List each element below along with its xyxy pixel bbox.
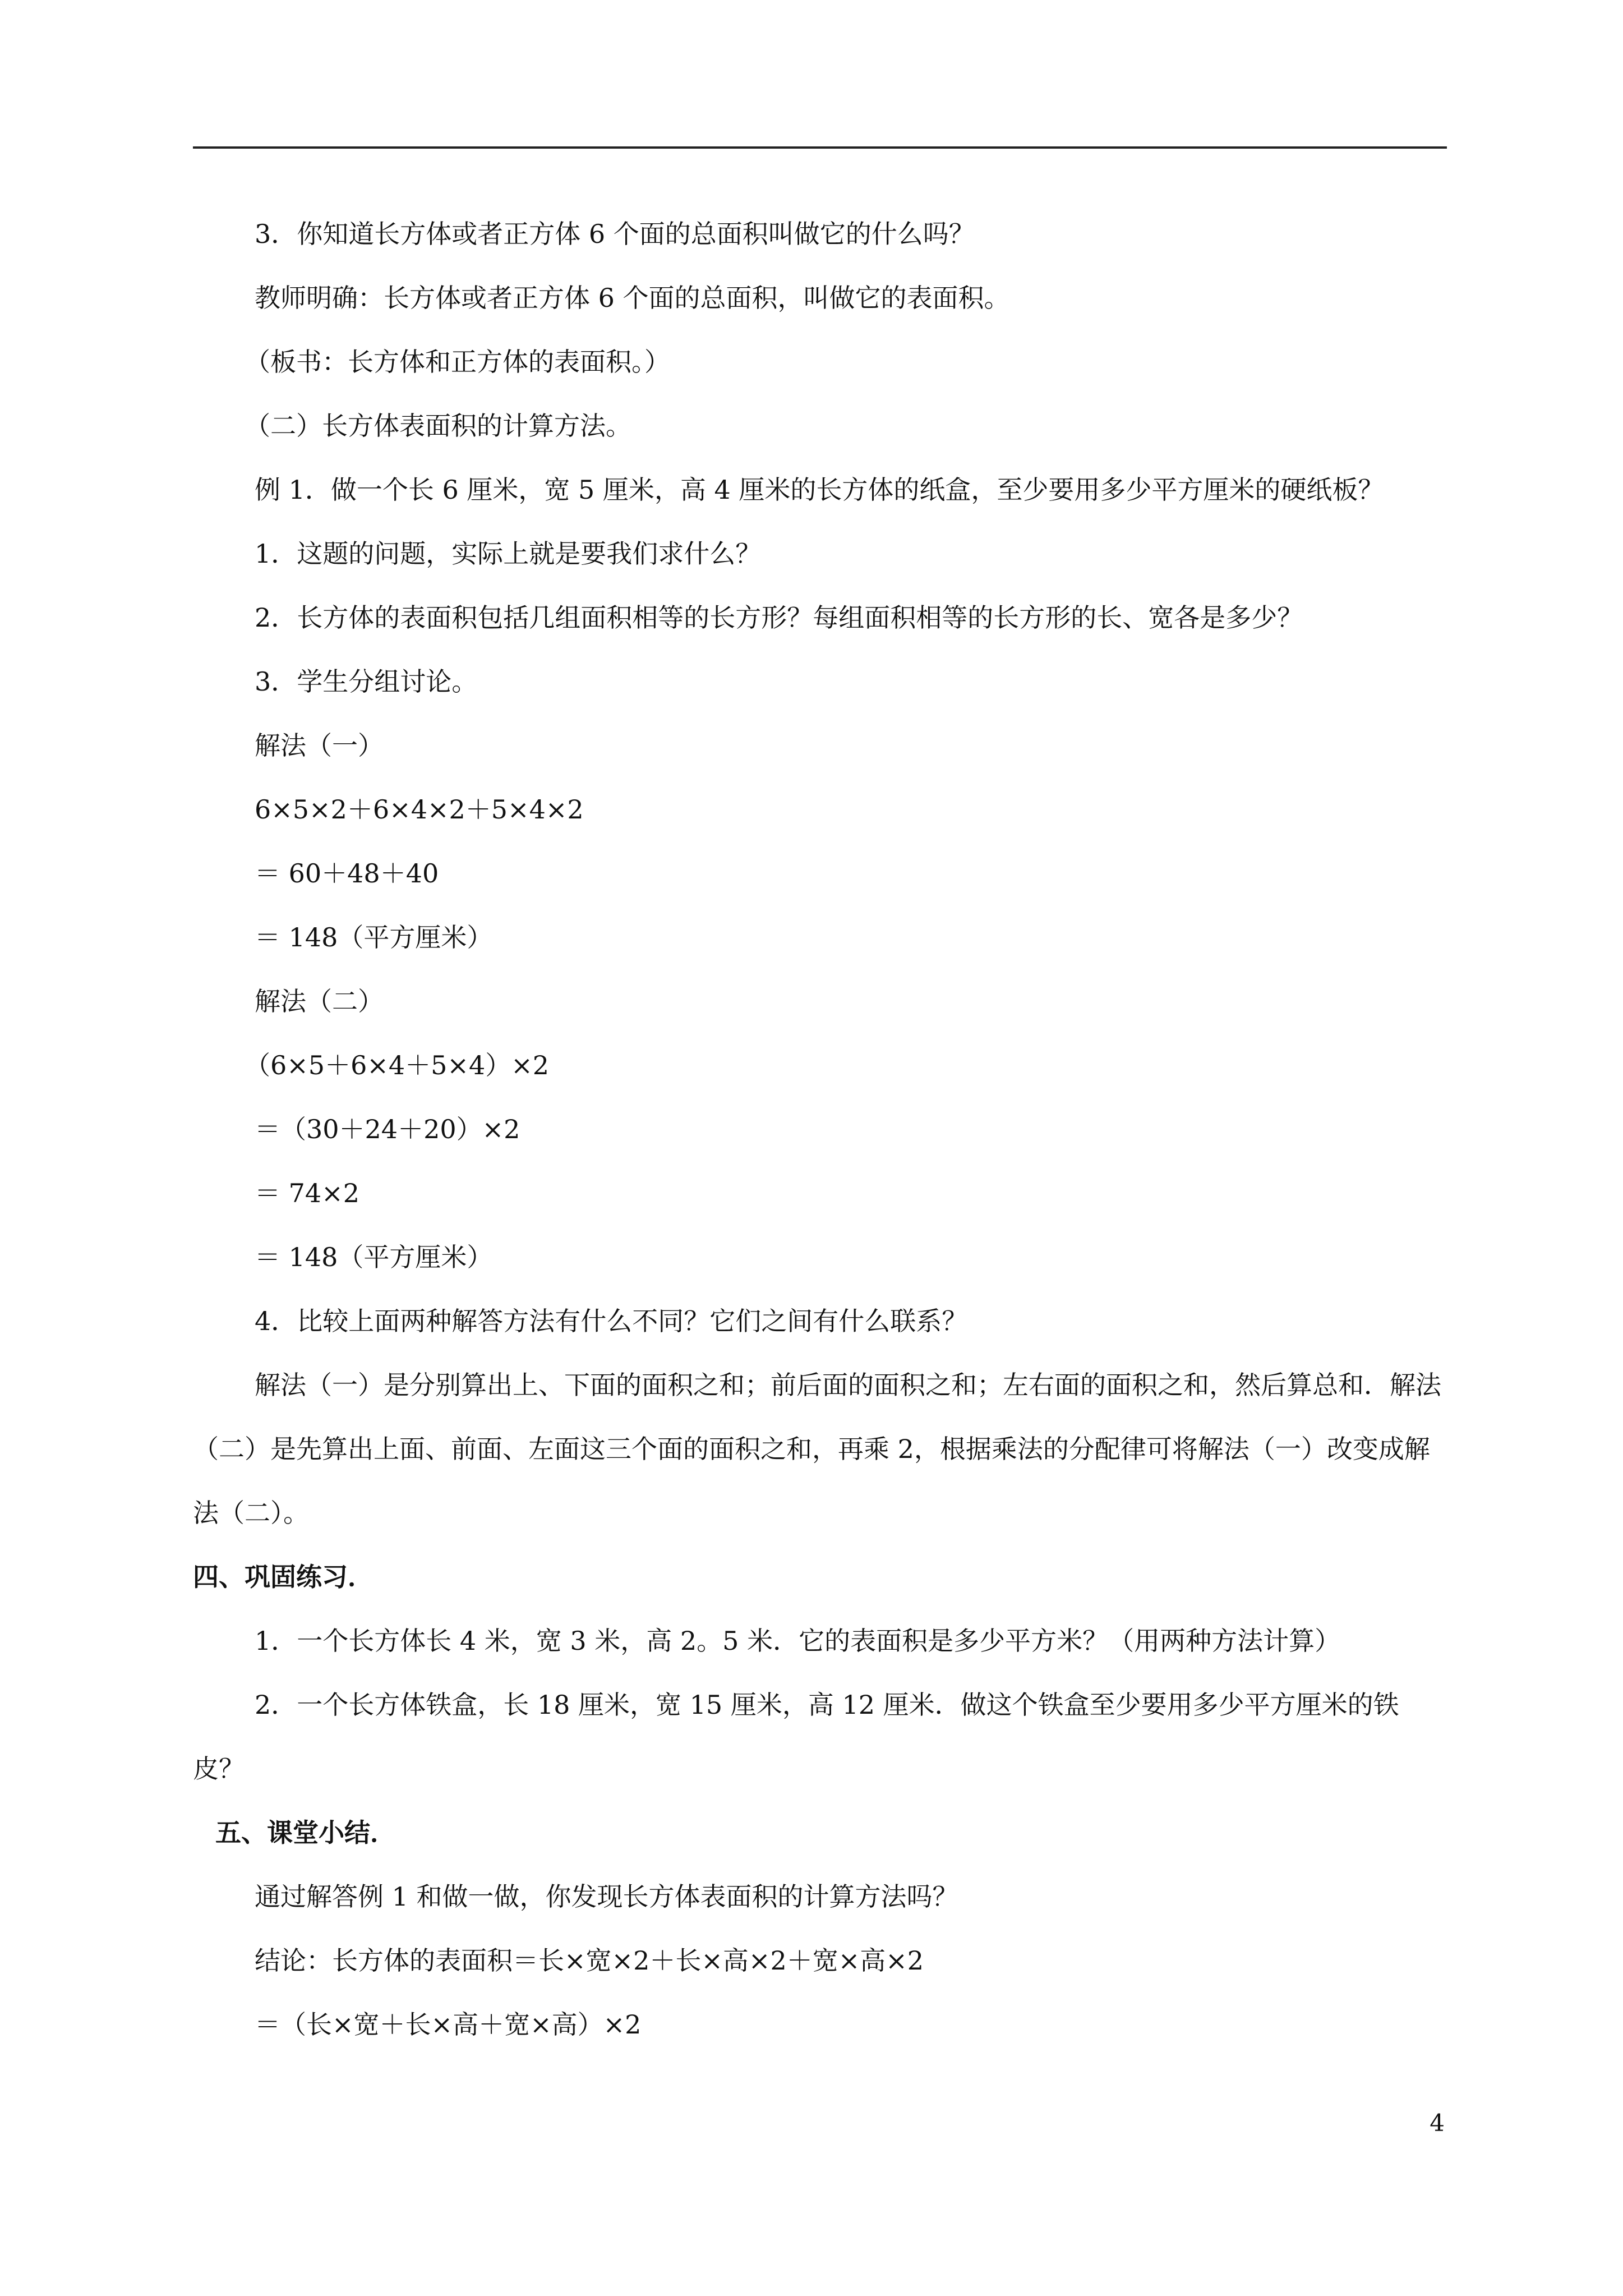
document-body [193,202,1447,2056]
comparison-explanation: 解法（一）是分别算出上、下面的面积之和；前后面的面积之和；左右面的面积之和，然后算总和．解法（二）是先算出上面、前面、左面这三个面的面积之和，再乘 2，根据乘法的分配律可将解法（一）改变成解法（二）。 [193,1370,1441,1528]
step-3: 3．学生分组讨论。 [255,666,478,697]
example-1: 例 1．做一个长 6 厘米，宽 5 厘米，高 4 厘米的长方体的纸盒，至少要用多少平方厘米的硬纸板？ [255,475,1384,505]
step-1: 1．这题的问题，实际上就是要我们求什么？ [255,539,762,569]
header-rule [193,146,1447,149]
page-number: 4 [1430,2109,1445,2137]
blackboard-note: （板书：长方体和正方体的表面积。） [245,347,670,377]
solution-1-expression: 6×5×2＋6×4×2＋5×4×2 [255,794,584,825]
solution-2-step-a: ＝（30＋24＋20）×2 [255,1114,520,1144]
solution-1-label: 解法（一） [255,730,384,761]
solution-2-label: 解法（二） [255,986,384,1016]
solution-2-expression: （6×5＋6×4＋5×4）×2 [245,1050,550,1080]
summary-question: 通过解答例 1 和做一做，你发现长方体表面积的计算方法吗？ [255,1881,958,1912]
section-4-heading: 四、巩固练习． [193,1562,374,1592]
solution-1-step-a: ＝ 60＋48＋40 [255,858,439,889]
conclusion-formula-simplified: ＝（长×宽＋长×高＋宽×高）×2 [255,2009,642,2040]
solution-2-step-b: ＝ 74×2 [255,1178,359,1208]
section-2-title: （二）长方体表面积的计算方法。 [245,411,631,441]
exercise-1: 1．一个长方体长 4 米，宽 3 米，高 2。5 米．它的表面积是多少平方米？（用两种方法计算） [255,1626,1341,1656]
solution-2-result: ＝ 148（平方厘米） [255,1242,493,1272]
conclusion-formula: 结论：长方体的表面积＝长×宽×2＋长×高×2＋宽×高×2 [255,1945,924,1976]
question-3: 3．你知道长方体或者正方体 6 个面的总面积叫做它的什么吗？ [255,219,975,249]
step-4: 4．比较上面两种解答方法有什么不同？它们之间有什么联系？ [255,1306,968,1336]
solution-1-result: ＝ 148（平方厘米） [255,922,493,953]
exercise-2: 2．一个长方体铁盒，长 18 厘米，宽 15 厘米，高 12 厘米．做这个铁盒至少要用多少平方厘米的铁皮？ [193,1690,1399,1784]
step-2: 2．长方体的表面积包括几组面积相等的长方形？每组面积相等的长方形的长、宽各是多少？ [255,602,1303,633]
teacher-clarification: 教师明确：长方体或者正方体 6 个面的总面积，叫做它的表面积。 [255,283,1010,313]
section-5-heading: 五、课堂小结． [215,1818,396,1848]
